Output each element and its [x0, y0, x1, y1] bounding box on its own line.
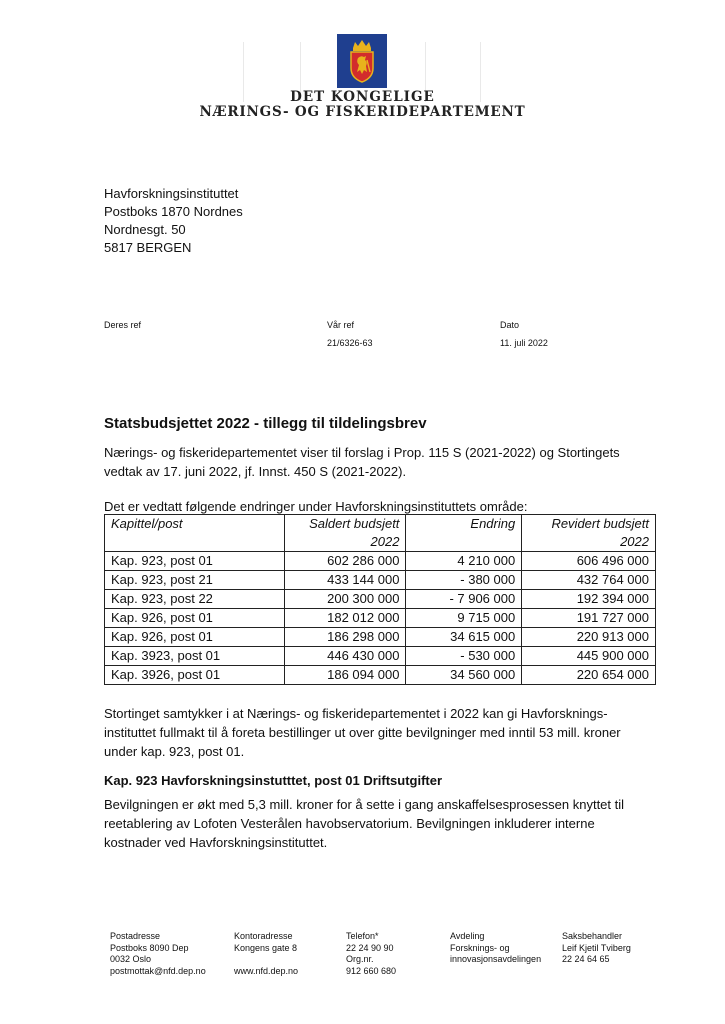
address-line: 5817 BERGEN [104, 240, 192, 255]
var-ref-label: Vår ref [327, 320, 355, 330]
paragraph-line: Nærings- og fiskeridepartementet viser til forslag i Prop. 115 S (2021-2022) og Stortingets [104, 445, 620, 460]
paragraph-line: Stortinget samtykker i at Nærings- og fiskeridepartementet i 2022 kan gi Havforsknings- [104, 706, 608, 721]
table-row [105, 552, 656, 571]
footer-case-officer [562, 931, 631, 966]
footer-line: Kongens gate 8 [234, 942, 298, 953]
cell-saldert: 446 430 000 [284, 647, 406, 666]
footer-line: 22 24 90 90 [346, 942, 394, 953]
cell-endring: 34 615 000 [406, 628, 522, 647]
cell-saldert: 602 286 000 [284, 552, 406, 571]
cell-endring: 4 210 000 [406, 552, 522, 571]
footer-line [234, 954, 298, 966]
cell-post: Kap. 923, post 01 [105, 552, 285, 571]
footer-phone [346, 931, 396, 977]
cell-revidert: 191 727 000 [522, 609, 656, 628]
letter-heading: Statsbudsjettet 2022 - tillegg til tildelingsbrev [104, 415, 427, 432]
footer-office-address [234, 931, 298, 977]
cell-post: Kap. 3926, post 01 [105, 666, 285, 685]
cell-post: Kap. 926, post 01 [105, 628, 285, 647]
cell-revidert: 445 900 000 [522, 647, 656, 666]
table-row [105, 609, 656, 628]
footer-line: Leif Kjetil Tviberg [562, 942, 631, 953]
table-row [105, 590, 656, 609]
table-row [105, 666, 656, 685]
budget-table [104, 514, 656, 685]
footer-postal-address [110, 931, 206, 977]
footer-line: Telefon* [346, 931, 379, 941]
table-header-row [105, 515, 656, 552]
footer-line: Postboks 8090 Dep [110, 942, 189, 953]
footer-email: postmottak@nfd.dep.no [110, 965, 206, 976]
footer-department [450, 931, 541, 966]
header-text: Saldert budsjett [309, 516, 400, 531]
cell-endring: - 530 000 [406, 647, 522, 666]
cell-post: Kap. 923, post 22 [105, 590, 285, 609]
paragraph-line: Bevilgningen er økt med 5,3 mill. kroner for å sette i gang anskaffelsesprosessen knyttet til [104, 797, 625, 812]
table-row [105, 647, 656, 666]
address-line: Havforskningsinstituttet [104, 186, 239, 201]
paragraph-line: vedtak av 17. juni 2022, jf. Innst. 450 S (2021-2022). [104, 464, 407, 479]
var-ref-value: 21/6326-63 [327, 338, 373, 348]
footer-line: Avdeling [450, 931, 485, 941]
footer-line: Saksbehandler [562, 931, 623, 941]
footer-line: 912 660 680 [346, 965, 397, 976]
footer-line: Forsknings- og [450, 942, 510, 953]
ministry-title-line2: NÆRINGS- OG FISKERIDEPARTEMENT [199, 104, 526, 120]
table-intro: Det er vedtatt følgende endringer under Havforskningsinstituttets område: [104, 499, 528, 514]
authorization-paragraph [104, 704, 664, 761]
cell-saldert: 182 012 000 [284, 609, 406, 628]
address-line: Nordnesgt. 50 [104, 222, 186, 237]
paragraph-line: under kap. 923, post 01. [104, 744, 245, 759]
header-revidert-budsjett [522, 515, 656, 552]
cell-post: Kap. 3923, post 01 [105, 647, 285, 666]
cell-saldert: 186 298 000 [284, 628, 406, 647]
header-endring: Endring [406, 515, 522, 552]
footer-line: 0032 Oslo [110, 954, 152, 964]
footer-line: Org.nr. [346, 954, 374, 964]
cell-revidert: 606 496 000 [522, 552, 656, 571]
footer-line: innovasjonsavdelingen [450, 954, 542, 964]
cell-saldert: 186 094 000 [284, 666, 406, 685]
deres-ref-label: Deres ref [104, 320, 142, 330]
cell-saldert: 433 144 000 [284, 571, 406, 590]
cell-post: Kap. 923, post 21 [105, 571, 285, 590]
date-label: Dato [500, 320, 520, 330]
cell-revidert: 432 764 000 [522, 571, 656, 590]
ministry-title-line1: DET KONGELIGE [290, 89, 435, 105]
cell-revidert: 192 394 000 [522, 590, 656, 609]
footer-line: Kontoradresse [234, 931, 293, 941]
cell-post: Kap. 926, post 01 [105, 609, 285, 628]
header-kapittel-post: Kapittel/post [105, 515, 285, 552]
appropriation-paragraph [104, 795, 664, 852]
cell-endring: 34 560 000 [406, 666, 522, 685]
header-text: 2022 [370, 534, 400, 549]
table-row [105, 628, 656, 647]
cell-revidert: 220 654 000 [522, 666, 656, 685]
intro-paragraph [104, 443, 664, 481]
cell-endring: - 380 000 [406, 571, 522, 590]
cell-saldert: 200 300 000 [284, 590, 406, 609]
cell-endring: 9 715 000 [406, 609, 522, 628]
coat-of-arms-icon [337, 34, 387, 88]
header-saldert-budsjett [284, 515, 406, 552]
cell-endring: - 7 906 000 [406, 590, 522, 609]
header-text: 2022 [620, 534, 649, 549]
address-line: Postboks 1870 Nordnes [104, 204, 243, 219]
header-text: Revidert budsjett [551, 516, 649, 531]
table-row [105, 571, 656, 590]
cell-revidert: 220 913 000 [522, 628, 656, 647]
footer-line: Postadresse [110, 931, 161, 941]
section-subheading: Kap. 923 Havforskningsinstutttet, post 01 Driftsutgifter [104, 773, 443, 788]
paragraph-line: reetablering av Lofoten Vesterålen havobservatorium. Bevilgningen inkluderer interne [104, 816, 595, 831]
recipient-address [104, 185, 243, 257]
date-value: 11. juli 2022 [500, 338, 548, 348]
footer-website: www.nfd.dep.no [234, 965, 299, 976]
footer-line: 22 24 64 65 [562, 954, 610, 964]
paragraph-line: instituttet fullmakt til å foreta bestillinger ut over gitte bevilgninger med inntil 53 mill. kroner [104, 725, 621, 740]
paragraph-line: kostnader ved Havforskningsinstituttet. [104, 835, 328, 850]
